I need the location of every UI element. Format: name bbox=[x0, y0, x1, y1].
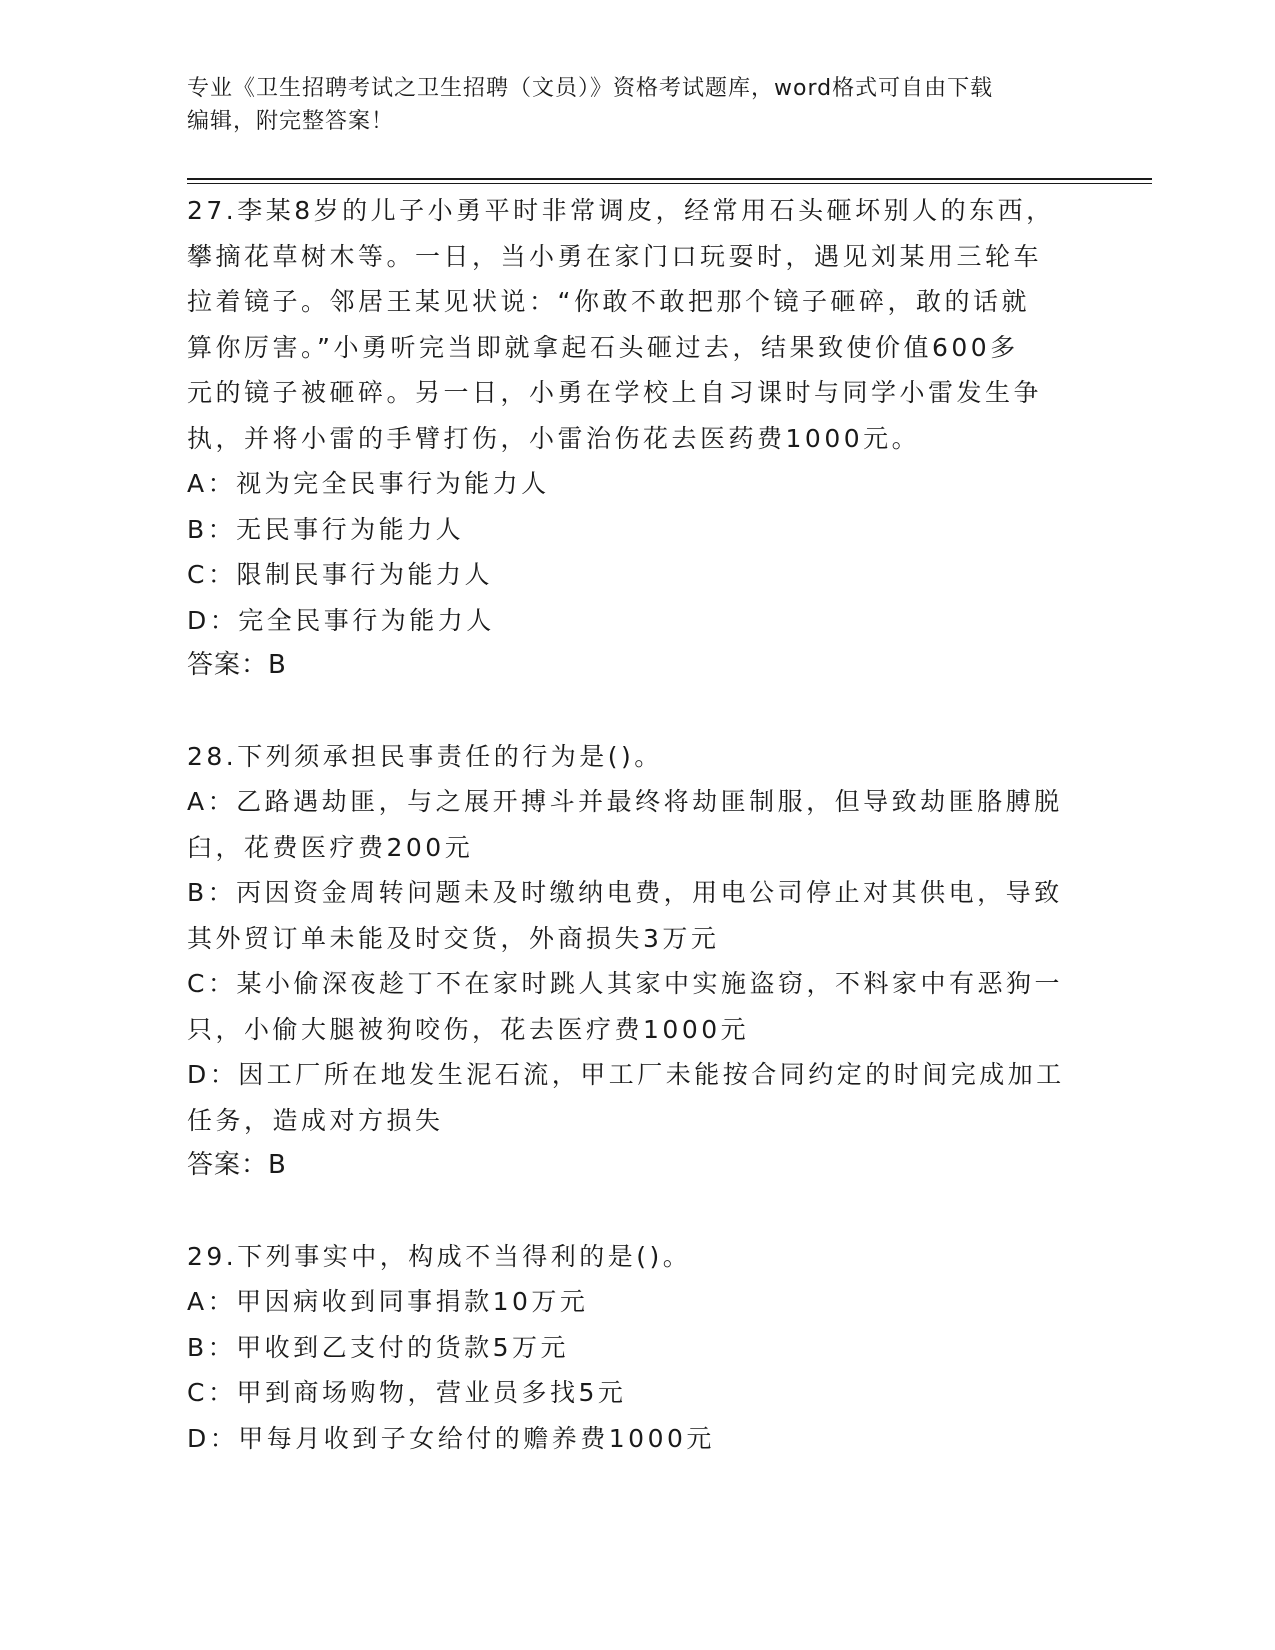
header-line: 编辑，附完整答案！ bbox=[187, 109, 395, 134]
question-stem-line: 执，并将小雷的手臂打伤，小雷治伤花去医药费1000元。 bbox=[187, 423, 921, 453]
option-a: A：视为完全民事行为能力人 bbox=[187, 469, 550, 498]
question-27 bbox=[187, 188, 1087, 689]
question-list bbox=[187, 188, 1087, 1461]
option-d: D：甲每月收到子女给付的赡养费1000元 bbox=[187, 1423, 715, 1453]
option-b: B：无民事行为能力人 bbox=[187, 514, 465, 544]
header-rule-thin bbox=[187, 183, 1152, 184]
question-spacer bbox=[187, 689, 1087, 734]
header-rule-thick bbox=[187, 178, 1152, 180]
document-header bbox=[187, 72, 1087, 138]
question-stem-line: 28.下列须承担民事责任的行为是()。 bbox=[187, 741, 663, 771]
question-stem-line: 算你厉害。”小勇听完当即就拿起石头砸过去，结果致使价值600多 bbox=[187, 332, 1019, 362]
question-stem-line: 29.下列事实中，构成不当得利的是()。 bbox=[187, 1241, 692, 1271]
option-d: D：因工厂所在地发生泥石流，甲工厂未能按合同约定的时间完成加工 bbox=[187, 1060, 1065, 1089]
option-b: B：甲收到乙支付的货款5万元 bbox=[187, 1332, 570, 1362]
option-a: A：甲因病收到同事捐款10万元 bbox=[187, 1287, 589, 1316]
option-c-continuation: 只，小偷大腿被狗咬伤，花去医疗费1000元 bbox=[187, 1014, 750, 1044]
option-b-continuation: 其外贸订单未能及时交货，外商损失3万元 bbox=[187, 923, 720, 953]
option-a: A：乙路遇劫匪，与之展开搏斗并最终将劫匪制服，但导致劫匪胳膊脱 bbox=[187, 787, 1063, 816]
question-stem-line: 27.李某8岁的儿子小勇平时非常调皮，经常用石头砸坏别人的东西， bbox=[187, 196, 1055, 225]
option-a-continuation: 臼，花费医疗费200元 bbox=[187, 832, 474, 862]
question-spacer bbox=[187, 1189, 1087, 1234]
option-d-continuation: 任务，造成对方损失 bbox=[187, 1105, 444, 1135]
question-stem-line: 元的镜子被砸碎。另一日，小勇在学校上自习课时与同学小雷发生争 bbox=[187, 378, 1043, 407]
option-c: C：限制民事行为能力人 bbox=[187, 560, 493, 589]
header-line: 专业《卫生招聘考试之卫生招聘（文员）》资格考试题库，word格式可自由下载 bbox=[187, 76, 994, 101]
option-c: C：甲到商场购物，营业员多找5元 bbox=[187, 1378, 627, 1407]
answer-line: 答案：B bbox=[187, 1150, 287, 1180]
option-d: D：完全民事行为能力人 bbox=[187, 605, 495, 635]
option-c: C：某小偷深夜趁丁不在家时跳人其家中实施盗窃，不料家中有恶狗一 bbox=[187, 969, 1063, 998]
answer-line: 答案：B bbox=[187, 650, 287, 680]
option-b: B：丙因资金周转问题未及时缴纳电费，用电公司停止对其供电，导致 bbox=[187, 878, 1063, 907]
question-28 bbox=[187, 734, 1087, 1189]
question-stem-line: 拉着镜子。邻居王某见状说：“你敢不敢把那个镜子砸碎，敢的话就 bbox=[187, 287, 1030, 316]
question-29 bbox=[187, 1234, 1087, 1462]
question-stem-line: 攀摘花草树木等。一日，当小勇在家门口玩耍时，遇见刘某用三轮车 bbox=[187, 241, 1043, 271]
